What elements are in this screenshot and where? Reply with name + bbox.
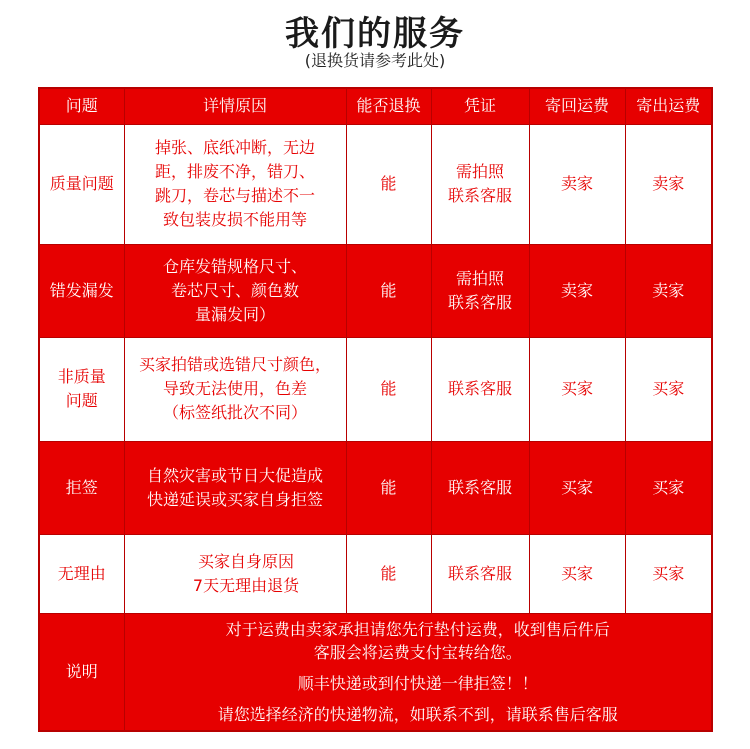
issue-line: 问题 [65,391,98,410]
header-proof: 凭证 [431,88,529,124]
row-return-shipping: 买家 [529,534,625,613]
row-issue [39,337,124,441]
row-proof: 联系客服 [431,534,529,613]
header-send-shipping: 寄出运费 [625,88,712,124]
header-returnable: 能否退换 [346,88,431,124]
detail-line: 买家自身原因 [197,551,294,571]
detail-line: 仓库发错规格尺寸、 [162,256,307,276]
note-line: 对于运费由卖家承担请您先行垫付运费，收到售后件后 [225,619,610,639]
note-line: 请您选择经济的快递物流，如联系不到，请联系售后客服 [217,704,618,724]
detail-line: （标签纸批次不同） [162,403,307,422]
detail-line: 买家拍错或选错尺寸颜色， [138,355,331,374]
row-proof: 联系客服 [431,441,529,534]
row-issue: 错发漏发 [39,244,124,337]
table-header-row [39,88,712,124]
row-detail [124,124,346,244]
row-returnable: 能 [346,124,431,244]
page-title: 我们的服务 [285,14,465,54]
row-return-shipping: 卖家 [529,124,625,244]
table-row [39,337,712,441]
proof-line: 联系客服 [447,186,512,205]
issue-line: 非质量 [57,367,106,386]
notes-label: 说明 [39,613,124,731]
row-detail [124,441,346,534]
detail-line: 量漏发同） [194,304,275,324]
detail-line: 跳刀，卷芯与描述不一 [154,186,315,205]
header-issue: 问题 [39,88,124,124]
detail-line: 导致无法使用，色差 [162,379,307,398]
row-detail [124,244,346,337]
detail-line: 掉张、底纸冲断，无边 [154,138,315,157]
header-detail: 详情原因 [124,88,346,124]
row-issue: 拒签 [39,441,124,534]
row-proof [431,244,529,337]
row-send-shipping: 卖家 [625,244,712,337]
row-return-shipping: 买家 [529,441,625,534]
table-row [39,124,712,244]
table-row [39,534,712,613]
detail-line: 快递延误或买家自身拒签 [146,489,323,509]
header-return-shipping: 寄回运费 [529,88,625,124]
row-return-shipping: 卖家 [529,244,625,337]
notes-content [124,613,712,731]
row-proof: 联系客服 [431,337,529,441]
service-table [38,87,713,732]
row-returnable: 能 [346,534,431,613]
detail-line: 自然灾害或节日大促造成 [146,465,323,485]
row-send-shipping: 买家 [625,337,712,441]
detail-line: 致包装皮损不能用等 [162,210,307,229]
detail-line: 卷芯尺寸、颜色数 [170,280,299,300]
table-row [39,441,712,534]
row-returnable: 能 [346,441,431,534]
row-detail [124,337,346,441]
row-issue: 质量问题 [39,124,124,244]
row-return-shipping: 买家 [529,337,625,441]
proof-line: 需拍照 [455,268,504,288]
row-returnable: 能 [346,244,431,337]
detail-line: 7天无理由退货 [192,575,300,595]
row-detail [124,534,346,613]
row-proof [431,124,529,244]
detail-line: 距，排废不净，错刀、 [154,162,315,181]
row-send-shipping: 买家 [625,441,712,534]
row-send-shipping: 买家 [625,534,712,613]
notes-row [39,613,712,731]
proof-line: 联系客服 [447,292,512,312]
note-line: 客服会将运费支付宝转给您。 [313,642,522,662]
row-issue: 无理由 [39,534,124,613]
table-row [39,244,712,337]
row-send-shipping: 卖家 [625,124,712,244]
proof-line: 需拍照 [455,162,504,181]
row-returnable: 能 [346,337,431,441]
note-line: 顺丰快递或到付快递一律拒签！！ [297,673,538,693]
page-subtitle: (退换货请参考此处) [304,51,446,70]
